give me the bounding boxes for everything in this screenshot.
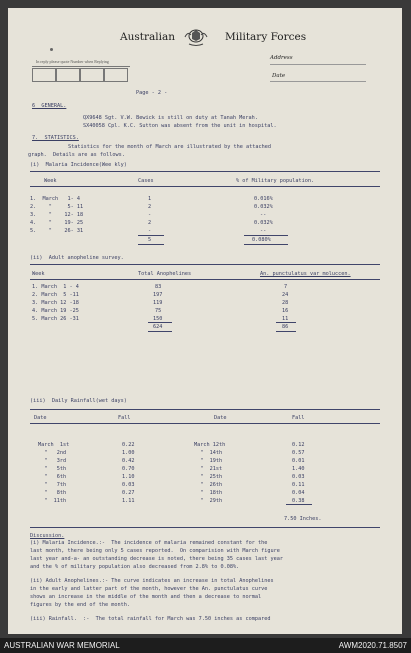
rainfall-fall-right: 0.01 <box>292 458 305 464</box>
rainfall-date-right: " 21st <box>194 466 223 472</box>
reference-box-3 <box>80 68 104 82</box>
rainfall-date-left: " 8th <box>38 490 67 496</box>
rainfall-date-left: " 6th <box>38 474 67 480</box>
rainfall-date-right: March 12th <box>194 442 226 448</box>
rainfall-fall-right: 1.40 <box>292 466 305 472</box>
reference-box-2 <box>56 68 80 82</box>
malaria-header-week: Week <box>44 178 57 184</box>
address-line <box>270 64 366 65</box>
section-7-title: 7. STATISTICS. <box>32 135 79 141</box>
malaria-title: (i) Malaria Incidence(Wee kly) <box>30 162 127 168</box>
anopheline-punctulatus: 24 <box>282 292 289 298</box>
rainfall-fall-left: 1.00 <box>122 450 135 456</box>
date-line <box>270 81 366 82</box>
section-6-line-2: SX40058 Cpl. K.C. Sutton was absent from the unit in hospital. <box>83 123 277 129</box>
reference-box-1 <box>32 68 56 82</box>
rainfall-header-date-right: Date <box>214 415 227 421</box>
anopheline-week: 3. March 12 -18 <box>32 300 79 306</box>
rainfall-fall-left: 0.27 <box>122 490 135 496</box>
anopheline-total-double-rule <box>148 331 172 332</box>
anopheline-total: 197 <box>153 292 163 298</box>
anopheline-header-punctulatus: An. punctulatus var moluccen. <box>260 271 351 277</box>
anopheline-week: 4. March 19 -25 <box>32 308 79 314</box>
rainfall-fall-right: 0.03 <box>292 474 305 480</box>
letterhead-australian: Australian <box>120 31 175 43</box>
malaria-week: 2. " 5- 11 <box>30 204 84 210</box>
rainfall-date-right: " 19th <box>194 458 223 464</box>
malaria-cases: - <box>148 228 152 234</box>
malaria-cases-double-rule <box>138 244 164 245</box>
discussion-title: Discussion. <box>30 533 65 539</box>
rainfall-date-right: " 18th <box>194 490 223 496</box>
rainfall-fall-right: 0.04 <box>292 490 305 496</box>
rainfall-fall-right: 0.11 <box>292 482 305 488</box>
anopheline-rule-top <box>30 264 380 265</box>
discussion-anopheline-line-4: figures by the end of the month. <box>30 602 130 608</box>
reply-note: In reply please quote Number when Replying <box>36 59 109 64</box>
malaria-pct: 0.032% <box>254 204 273 210</box>
anopheline-week: 1. March 1 - 4 <box>32 284 79 290</box>
reference-box-4 <box>104 68 128 82</box>
anopheline-punctulatus: 7 <box>284 284 288 290</box>
malaria-pct: 0.032% <box>254 220 273 226</box>
anopheline-total: 150 <box>153 316 163 322</box>
malaria-week: 3. " 12- 18 <box>30 212 84 218</box>
anopheline-total: 75 <box>155 308 162 314</box>
malaria-cases: 2 <box>148 220 152 226</box>
malaria-total-cases: 5 <box>148 237 152 243</box>
malaria-cases: 2 <box>148 204 152 210</box>
rainfall-fall-left: 0.42 <box>122 458 135 464</box>
section-6-line-1: QX9648 Sgt. V.W. Bewick is still on duty at Tanah Merah. <box>83 115 258 121</box>
anopheline-punctulatus: 16 <box>282 308 289 314</box>
anopheline-total: 119 <box>153 300 163 306</box>
rainfall-total: 7.50 Inches. <box>284 516 322 522</box>
rainfall-date-left: " 2nd <box>38 450 67 456</box>
anopheline-punct-double-rule <box>276 331 296 332</box>
anopheline-header-total: Total Anophelines <box>138 271 192 277</box>
rainfall-date-right: " 25th <box>194 474 223 480</box>
malaria-header-cases: Cases <box>138 178 154 184</box>
anopheline-header-week: Week <box>32 271 45 277</box>
anopheline-total: 83 <box>155 284 162 290</box>
anopheline-total-a: 624 <box>153 324 163 330</box>
rainfall-fall-left: 0.03 <box>122 482 135 488</box>
rainfall-fall-left: 1.10 <box>122 474 135 480</box>
rainfall-date-left: " 5th <box>38 466 67 472</box>
rainfall-fall-right: 0.38 <box>292 498 305 504</box>
malaria-cases: - <box>148 212 152 218</box>
archive-footer <box>0 638 411 653</box>
discussion-malaria-line-1: (i) Malaria Incidence.:- The incidence of malaria remained constant for the <box>30 540 268 546</box>
anopheline-punctulatus: 28 <box>282 300 289 306</box>
section-7-line-2: graph. Details are as follows. <box>28 152 125 158</box>
document-page <box>8 8 402 634</box>
rainfall-title: (iii) Daily Rainfall(wet days) <box>30 398 127 404</box>
rainfall-fall-left: 1.11 <box>122 498 135 504</box>
anopheline-total-rule <box>148 322 172 323</box>
anopheline-punctulatus: 11 <box>282 316 289 322</box>
anopheline-rule-header <box>30 279 380 280</box>
malaria-week: 5. " 26- 31 <box>30 228 84 234</box>
discussion-malaria-line-2: last month, there being only 5 cases reported. On comparision with March figure <box>30 548 280 554</box>
coat-of-arms-icon <box>183 25 209 47</box>
malaria-header-pct: % of Military population. <box>236 178 315 184</box>
malaria-rule-top <box>30 171 380 172</box>
discussion-malaria-line-4: and the % of military population also decreased from 2.8% to 0.08%. <box>30 564 240 570</box>
discussion-anopheline-line-2: in the early and latter part of the month, however the An. punctulatus curve <box>30 586 268 592</box>
anopheline-punct-total-rule <box>276 322 296 323</box>
malaria-pct: -- <box>260 228 267 234</box>
rainfall-fall-right: 0.57 <box>292 450 305 456</box>
rainfall-header-date-left: Date <box>34 415 47 421</box>
rainfall-date-left: " 11th <box>38 498 67 504</box>
malaria-pct: 0.016% <box>254 196 273 202</box>
anopheline-week: 2. March 5 -11 <box>32 292 79 298</box>
malaria-cases: 1 <box>148 196 152 202</box>
footer-accession-number: AWM2020.71.8507 <box>338 641 407 650</box>
rainfall-header-fall-right: Fall <box>292 415 305 421</box>
letterhead-military-forces: Military Forces <box>225 31 307 43</box>
rainfall-date-right: " 14th <box>194 450 223 456</box>
malaria-week: 4. " 19- 25 <box>30 220 84 226</box>
rainfall-fall-right: 0.12 <box>292 442 305 448</box>
anopheline-total-b: 86 <box>282 324 289 330</box>
discussion-anopheline-line-1: (ii) Adult Anophelines.:- The curve indicates an increase in total Anophelines <box>30 578 274 584</box>
rainfall-fall-left: 0.70 <box>122 466 135 472</box>
rainfall-date-right: " 26th <box>194 482 223 488</box>
rainfall-date-left: " 3rd <box>38 458 67 464</box>
anopheline-week: 5. March 26 -31 <box>32 316 79 322</box>
reply-rule <box>32 66 130 67</box>
rainfall-rule-bottom <box>30 527 380 528</box>
section-7-line-1: Statistics for the month of March are illustrated by the attached <box>68 144 272 150</box>
rainfall-fall-left: 0.22 <box>122 442 135 448</box>
malaria-cases-total-rule <box>138 235 164 236</box>
rainfall-total-rule <box>286 504 312 505</box>
rainfall-date-right: " 29th <box>194 498 223 504</box>
address-label: Address <box>270 55 293 61</box>
punch-hole-mark <box>50 48 53 51</box>
rainfall-date-left: March 1st <box>38 442 70 448</box>
date-label: Date <box>272 73 286 79</box>
malaria-week: 1. March 1- 4 <box>30 196 80 202</box>
rainfall-rule-header <box>30 423 380 424</box>
discussion-rainfall-line-1: (iii) Rainfall. :- The total rainfall for March was 7.50 inches as compared <box>30 616 271 622</box>
rainfall-date-left: " 7th <box>38 482 67 488</box>
page-number: Page - 2 - <box>136 90 168 96</box>
section-6-title: 6 GENERAL. <box>32 103 67 109</box>
malaria-pct-total-rule <box>244 235 288 236</box>
rainfall-rule-top <box>30 409 380 410</box>
malaria-pct-double-rule <box>244 244 288 245</box>
discussion-malaria-line-3: last year and-a- an outstanding decrease is noted, there being 35 cases last year <box>30 556 283 562</box>
discussion-anopheline-line-3: shows an increase in the middle of the month and then a decrease to normal <box>30 594 262 600</box>
anopheline-title: (ii) Adult anopheline survey. <box>30 255 124 261</box>
malaria-rule-header <box>30 186 380 187</box>
malaria-pct: -- <box>260 212 267 218</box>
rainfall-header-fall-left: Fall <box>118 415 131 421</box>
malaria-total-pct: 0.080% <box>252 237 271 243</box>
footer-institution: AUSTRALIAN WAR MEMORIAL <box>4 641 120 650</box>
